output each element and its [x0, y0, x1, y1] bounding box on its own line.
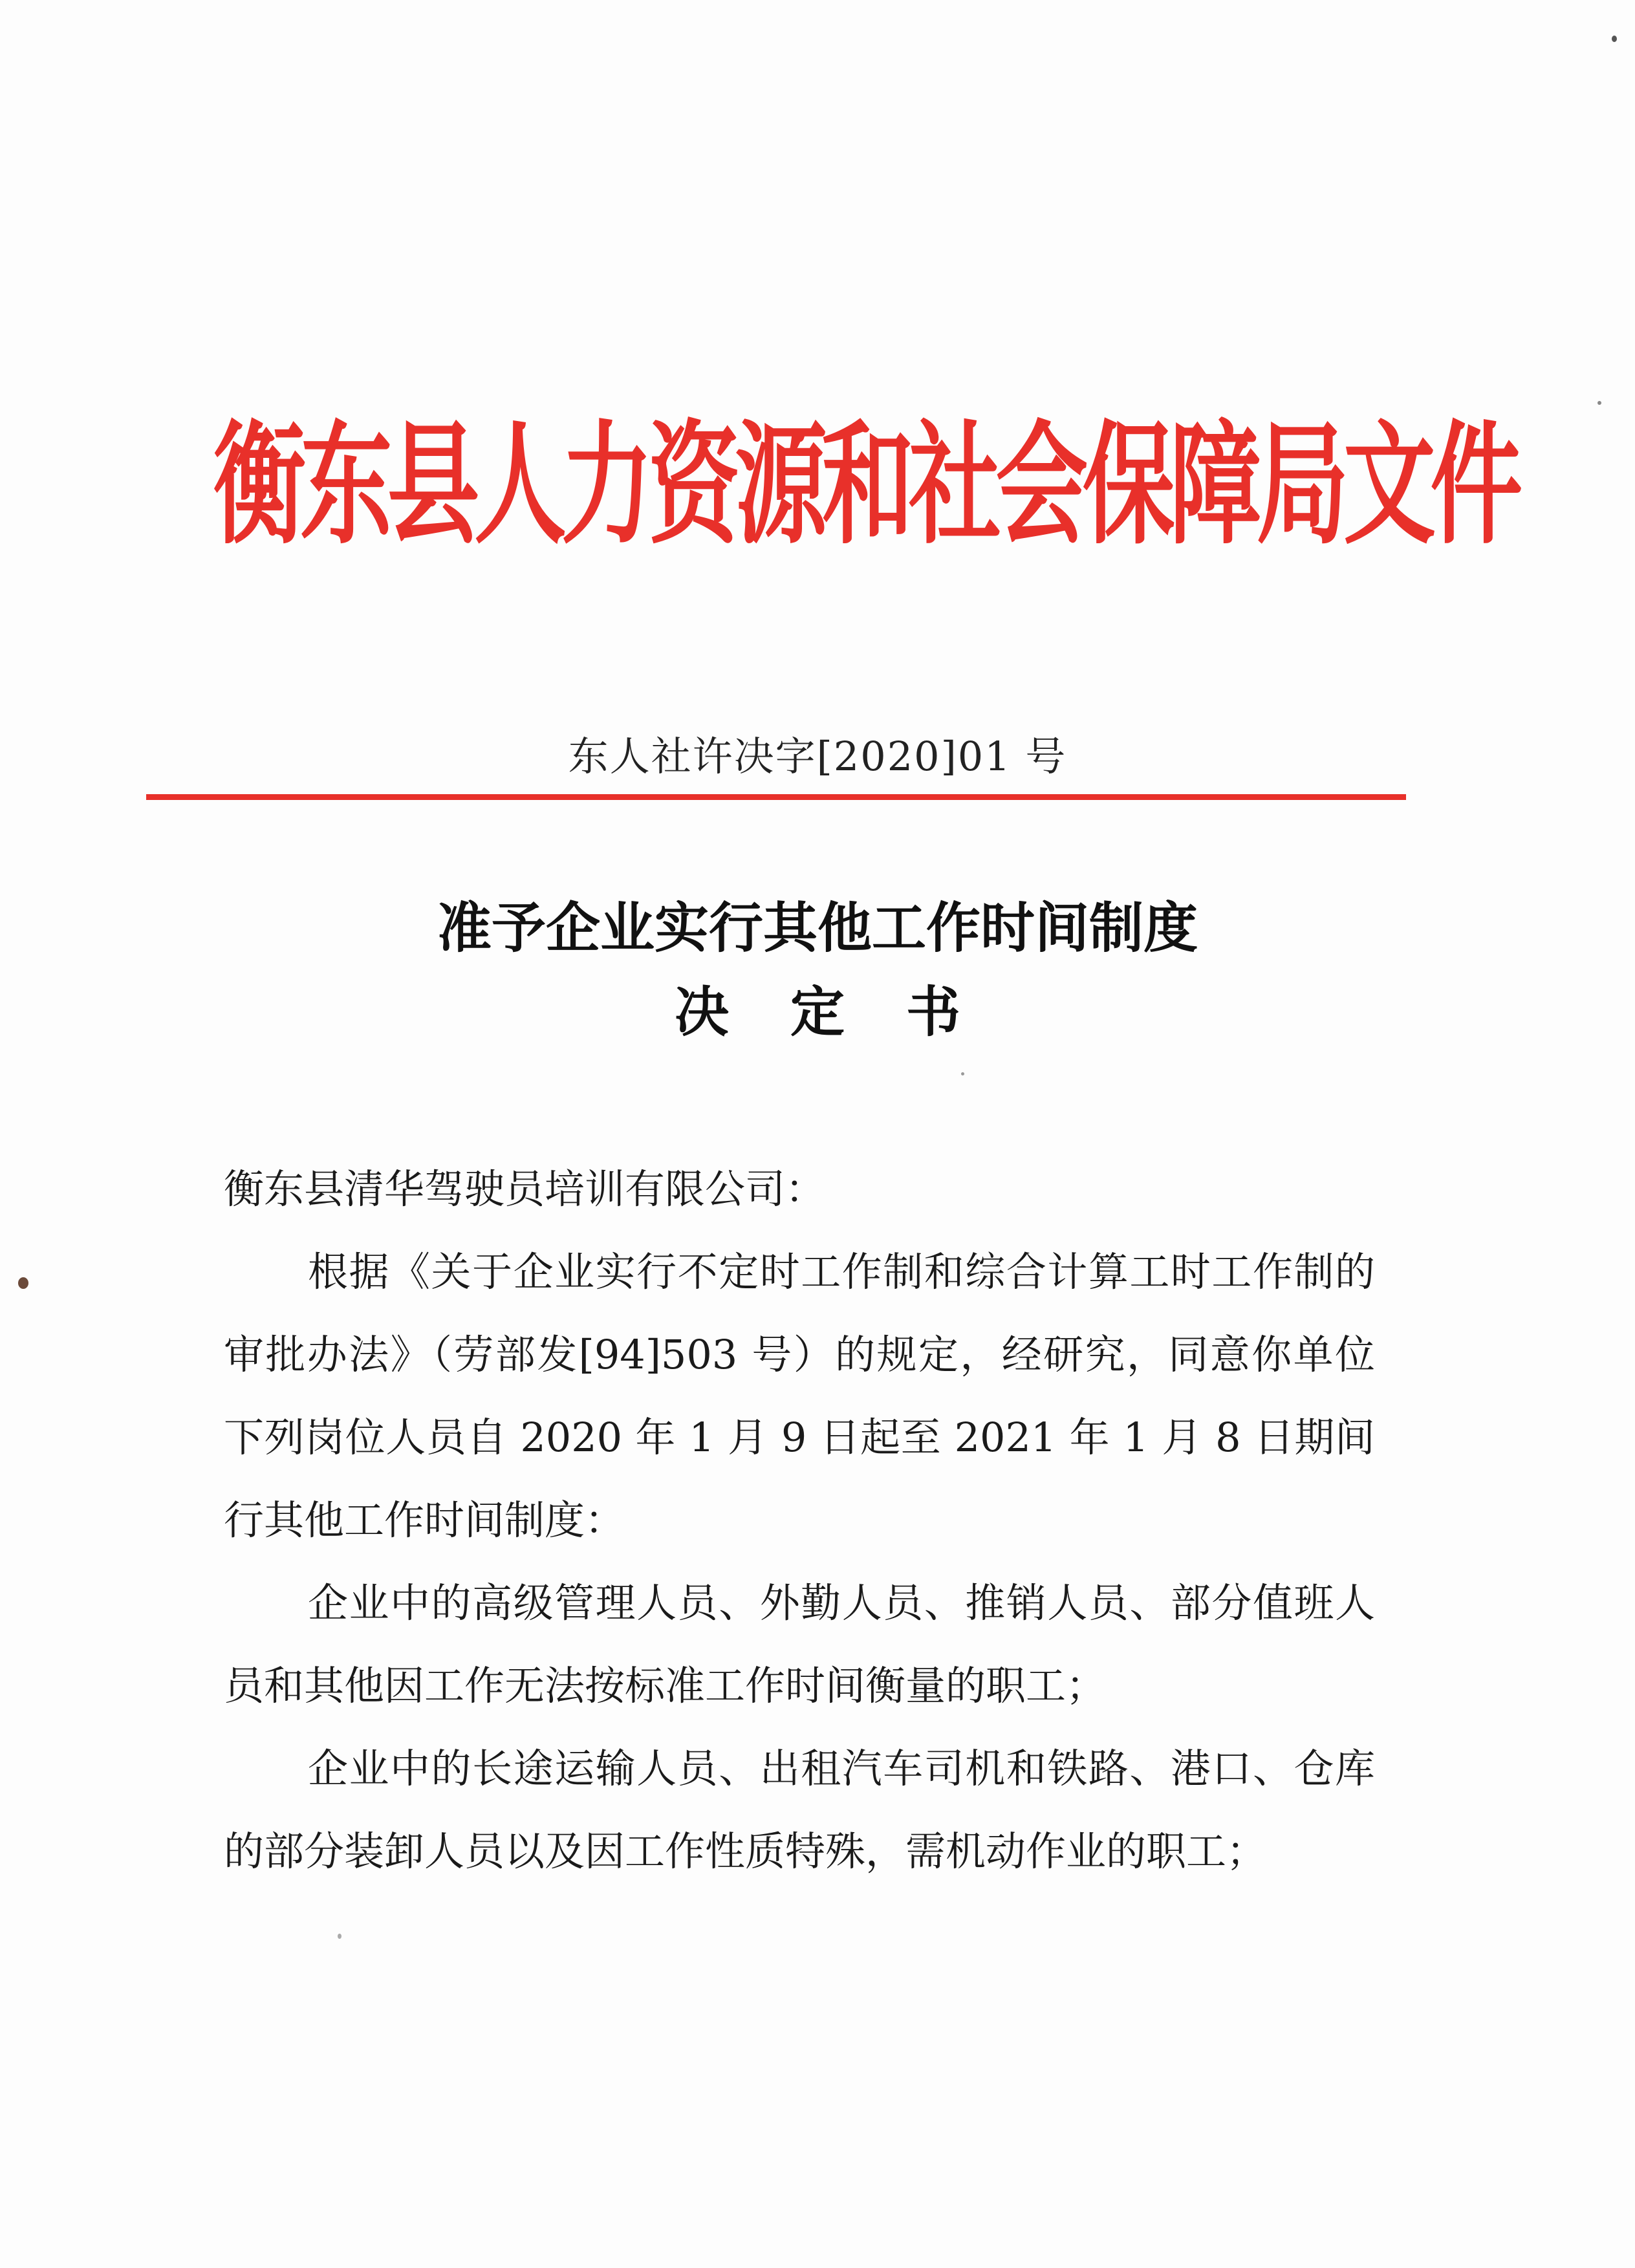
recipient-line: 衡东县清华驾驶员培训有限公司： [224, 1165, 826, 1213]
document-number: 东人社许决字[2020]01 号 [568, 733, 1067, 780]
body-paragraph: 企业中的高级管理人员、外勤人员、推销人员、部分值班人员和其他因工作无法按标准工作时间衡量的职工； [224, 1579, 1375, 1709]
red-divider-line [146, 794, 1406, 800]
document-body [224, 1148, 1375, 1893]
scan-speck [961, 1072, 964, 1075]
body-paragraph: 根据《关于企业实行不定时工作制和综合计算工时工作制的审批办法》（劳部发[94]503 号）的规定，经研究，同意你单位下列岗位人员自 2020 年 1 月 9 日起至 2021 年 1 月 8 日期间行其他工作时间制度： [224, 1248, 1375, 1544]
scan-speck [338, 1934, 341, 1939]
body-paragraph: 企业中的长途运输人员、出租汽车司机和铁路、港口、仓库的部分装卸人员以及因工作性质特殊，需机动作业的职工； [224, 1745, 1375, 1875]
document-title: 准予企业实行其他工作时间制度 [437, 896, 1198, 960]
scan-speck [1612, 36, 1617, 42]
masthead-title: 衡东县人力资源和社会保障局文件 [213, 406, 1517, 563]
scan-speck [1597, 401, 1601, 405]
scan-speck [18, 1277, 28, 1289]
document-subtitle: 决定书 [674, 980, 1022, 1044]
